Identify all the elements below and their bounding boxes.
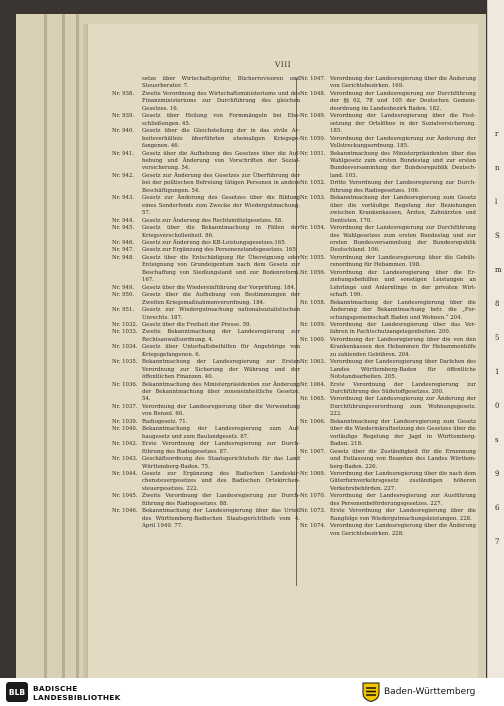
edge-mark: s <box>495 436 499 444</box>
entry-text: Zweite Bekanntmachung der Landesregierung zur Rechtsanwaltsordnung. 4. <box>142 329 300 343</box>
index-entry <box>112 471 300 493</box>
entry-text: Verordnung der Landesregierung über die Erziehungsbeihilfen und sonstigen Leistungen an Lehrlinge und Anlernlinge in der privaten Wirtschaft. 199. <box>330 269 476 299</box>
entry-number: Nr. 1065. <box>300 396 326 403</box>
edge-mark: 0 <box>495 402 500 410</box>
index-entry <box>112 404 300 419</box>
entry-text: setze über Wirtschaftsprüfer, Bücherrevisoren und Steuerberater. 7. <box>142 76 300 90</box>
entry-number: Nr. 947. <box>112 247 135 254</box>
index-entry <box>112 195 300 217</box>
library-name <box>33 684 121 702</box>
entry-number: Nr. 1058. <box>300 299 326 306</box>
entry-text: Verordnung der Landesregierung über die nach dem Güterfernverkehrsgesetz zuständigen höheren Verkehrsbehörden. 227. <box>330 471 476 492</box>
entry-text: Bekanntmachung der Landesregierung zum Gesetz über die vorläufige Regelung der Beziehungen zwischen Krankenkassen, Ärzten, Zahnärzten und Dentisten. 170. <box>330 195 476 224</box>
library-name-line2: LANDESBIBLIOTHEK <box>33 693 121 702</box>
entry-text: Gesetz zur Änderung des Gesetzes zur Überführung der bei der politischen Befreiung tätigen Personen in andere Beschäftigungen. 54. <box>142 172 300 194</box>
entry-text: Gesetz über die Aufhebung des Gesetzes über die Aufhebung und Änderung von Vorschriften der Sozialversicherung. 54. <box>142 150 300 172</box>
entry-text: Verordnung der Landesregierung über die Gebührenordnung für Hebammen. 198. <box>330 254 476 269</box>
index-entry <box>112 128 300 150</box>
index-entry <box>112 307 300 322</box>
entry-text: Gesetz über Heilung von Formmängeln bei Eheschließungen. 45. <box>142 113 300 127</box>
entry-number: Nr. 938. <box>112 90 135 97</box>
entry-number: Nr. 1048. <box>300 90 326 97</box>
index-entry <box>300 382 476 397</box>
bw-crest-icon <box>362 682 380 702</box>
entry-number: Nr. 1034. <box>112 344 138 351</box>
entry-number: Nr. 944. <box>112 217 135 224</box>
edge-mark: 1 <box>495 368 500 376</box>
index-entry <box>112 255 300 285</box>
entry-number: Nr. 1050. <box>300 135 326 142</box>
index-entry <box>112 91 300 113</box>
edge-mark: n <box>495 164 500 172</box>
index-entry <box>300 449 476 471</box>
index-entry <box>112 292 300 307</box>
entry-text: Bekanntmachung der Landesregierung über die Änderung der Bekanntmachung betr. die „Forschungsgemeinschaft Baden und Wohnen.“ 204. <box>330 299 476 321</box>
entry-number: Nr. 941. <box>112 150 135 157</box>
index-entry <box>112 493 300 508</box>
entry-text: Verordnung der Landesregierung zur Durchführung der §§ 62, 78 und 105 der Deutschen Gemeindeordnung im Landesbezirk Baden. 182. <box>330 90 476 112</box>
entry-number: Nr. 951. <box>112 307 135 314</box>
edge-mark: r <box>495 130 499 138</box>
paper-edge <box>76 14 79 678</box>
index-entry <box>112 322 300 329</box>
entry-number: Nr. 1047. <box>300 76 326 82</box>
entry-number: Nr. 1055. <box>300 254 326 261</box>
entry-text: Gesetz zur Ergänzung des Personenstandsgesetzes. 165. <box>142 247 298 254</box>
entry-number: Nr. 1070. <box>300 493 326 500</box>
index-entry <box>112 173 300 195</box>
entry-number: Nr. 1052. <box>300 180 326 187</box>
entry-text: Gesetz zur Wiedergutmachung nationalsozialistischen Unrechts. 187. <box>142 307 300 321</box>
entry-number: Nr. 1060. <box>300 336 326 343</box>
right-column <box>300 76 476 538</box>
footer-bar <box>0 678 504 706</box>
entry-number: Nr. 942. <box>112 172 135 179</box>
index-entry <box>112 344 300 359</box>
index-entry <box>300 136 476 151</box>
paper-edge <box>62 14 65 678</box>
index-entry <box>112 419 300 426</box>
entry-number: Nr. 1054. <box>300 225 326 232</box>
edge-mark: 5 <box>495 334 500 342</box>
entry-text: Verordnung der Landesregierung über die Verwendung von Benzol. 60. <box>142 403 300 418</box>
entry-number: Nr. 948. <box>112 254 135 261</box>
state-name: Baden-Württemberg <box>384 687 476 697</box>
index-entry <box>300 508 476 523</box>
entry-text: Verordnung der Landesregierung über die von den Krankenkassen den Hebammen für Hebammenhilfe zu zahlenden Gebühren. 204. <box>330 336 476 358</box>
entry-text: Verordnung der Landesregierung über Darlehen des Landes Württemberg-Baden für öffentliche Notstandsarbeiten. 205. <box>330 359 476 381</box>
index-entry <box>112 285 300 292</box>
paper-edge <box>44 14 47 678</box>
entry-text: Radiogesetz. 71. <box>142 418 188 425</box>
entry-text: Zweite Verordnung des Wirtschaftsministeriums und des Finanzministeriums zur Durchführung des gleichen Gesetzes. 16. <box>142 90 300 112</box>
index-entry <box>300 300 476 322</box>
index-entry <box>300 396 476 418</box>
entry-number: Nr. 1066. <box>300 418 326 425</box>
edge-mark: 8 <box>495 300 500 308</box>
entry-number: Nr. 1059. <box>300 321 326 328</box>
entry-text: Gesetz über Unterhaltsbeihilfen für Angehörige von Kriegsgefangenen. 6. <box>142 344 300 358</box>
entry-text: Verordnung der Landesregierung zur Durchführung des Wahlgesetzes zum ersten Bundestag und zur ersten Bundesversammlung der Bundesrepublik Deutschland. 106. <box>330 225 476 254</box>
left-column <box>112 76 300 531</box>
entry-number: Nr. 1032. <box>112 321 138 328</box>
entry-text: Bekanntmachung der Landesregierung zum Gesetz über die Wiederinkraftsetzung des Gesetzes über die vorläufige Regelung der Jagd in Württemberg-Baden. 218. <box>330 418 476 448</box>
entry-text: Gesetz über die Freiheit der Presse. 59. <box>142 321 252 328</box>
entry-text: Gesetz über die Aufhebung von Bestimmungen der Zweiten Kriegsmaßnahmenverordnung. 184. <box>142 292 300 306</box>
entry-number: Nr. 943. <box>112 195 135 202</box>
document-page <box>88 24 478 678</box>
entry-text: Gesetz über die Bekanntmachung in Fällen der Kriegsverschollenheit. 86. <box>142 225 300 239</box>
adjacent-page-edge <box>487 0 504 678</box>
entry-number: Nr. 1073. <box>300 508 326 515</box>
entry-number: Nr. 1036. <box>112 381 138 388</box>
entry-number: Nr. 1045. <box>112 493 138 500</box>
edge-mark: 7 <box>495 538 500 546</box>
entry-number: Nr. 1046. <box>112 508 138 515</box>
entry-number: Nr. 1039. <box>112 418 138 425</box>
index-entry <box>112 329 300 344</box>
entry-text: Verordnung der Landesregierung über das Verfahren in Pachtschutzangelegenheiten. 200. <box>330 321 476 336</box>
index-entry <box>112 382 300 404</box>
entry-text: Gesetz zur Änderung des Rechtsmittelgesetzes. 58. <box>142 217 283 224</box>
entry-text: Gesetz zur Ergänzung des Badischen Landeskirchensteuergesetzes und des Badischen Ortskirchensteuergesetzes. 222. <box>142 471 300 492</box>
index-entry <box>300 493 476 508</box>
entry-number: Nr. 1049. <box>300 113 326 120</box>
index-entry <box>300 270 476 300</box>
entry-number: Nr. 949. <box>112 284 135 291</box>
index-entry <box>300 255 476 270</box>
entry-text: Erste Verordnung der Landesregierung zur Durchführung des Radiogesetzes. 87. <box>142 441 300 455</box>
edge-mark: 6 <box>495 504 500 512</box>
entry-number: Nr. 950. <box>112 292 135 299</box>
entry-number: Nr. 1044. <box>112 471 138 478</box>
index-entry <box>112 225 300 240</box>
entry-text: Gesetz über die Entschädigung für Übereignung oder Enteignung von Grundeigentum nach dem Gesetz zur Beschaffung von Siedlungsland und zur Bodenreform. 167. <box>142 254 300 284</box>
index-entry <box>112 76 300 91</box>
entry-text: Gesetz zur Änderung des Gesetzes über die Bildung eines Sonderfonds zum Zwecke der Wiedergutmachung. 57. <box>142 195 300 217</box>
entry-number: Nr. 946. <box>112 239 135 246</box>
entry-number: Nr. 945. <box>112 225 135 232</box>
entry-text: Gesetz über die Zuständigkeit für die Ernennung und Entlassung von Beamten des Landes Württemberg-Baden. 226. <box>330 448 476 470</box>
index-entry <box>300 419 476 449</box>
index-entry <box>300 471 476 493</box>
entry-number: Nr. 1056. <box>300 269 326 276</box>
index-entry <box>300 225 476 255</box>
entry-text: Erste Verordnung der Landesregierung zur Durchführung des Südetoffgesetzes. 200. <box>330 381 476 396</box>
index-entry <box>112 218 300 225</box>
blb-logo: BLB <box>6 682 28 702</box>
edge-mark: S <box>495 232 500 240</box>
entry-text: Bekanntmachung der Landesregierung zur Ersten Verordnung zur Sicherung der Währung und der öffentlichen Finanzen. 40. <box>142 359 300 381</box>
entry-text: Verordnung der Landesregierung über die Änderung von Gerichtsbezirken. 228. <box>330 523 476 537</box>
index-entry <box>300 151 476 181</box>
index-entry <box>112 247 300 254</box>
index-entry <box>112 240 300 247</box>
entry-text: Bekanntmachung des Ministerpräsidenten über das Wahlgesetz zum ersten Bundestag und zur ersten Bundesversammlung der Bundesrepublik Deutschland. 103. <box>330 150 476 179</box>
index-entry <box>112 151 300 173</box>
entry-text: Gesetz zur Änderung des KB-Leistungsgesetzes.165. <box>142 239 287 246</box>
edge-mark: l <box>495 198 498 206</box>
entry-number: Nr. 1033. <box>112 329 138 336</box>
entry-text: Verordnung der Landesregierung zur Ausführung des Personenbeförderungsgesetzes. 227. <box>330 493 476 507</box>
entry-text: Verordnung der Landesregierung über die Festsetzung der Ortslöhne in der Sozialversicherung. 185. <box>330 113 476 135</box>
index-entry <box>300 523 476 538</box>
entry-number: Nr. 1069. <box>300 471 326 478</box>
entry-number: Nr. 1043. <box>112 456 138 463</box>
entry-number: Nr. 1051. <box>300 150 326 157</box>
entry-number: Nr. 1040. <box>112 426 138 433</box>
index-entry <box>112 456 300 471</box>
entry-text: Verordnung der Landesregierung zur Änderung der Durchführungsverordnung zum Wohnungsgesetz. 222. <box>330 396 476 418</box>
entry-number: Nr. 1053. <box>300 195 326 202</box>
entry-text: Geschäftsordnung des Staatsgerichtshofs für das Land Württemberg-Baden. 75. <box>142 456 300 470</box>
entry-text: Dritte Verordnung der Landesregierung zur Durchführung des Radiogesetzes. 106. <box>330 180 476 194</box>
index-entry <box>300 359 476 381</box>
entry-text: Verordnung der Landesregierung zur Änderung der Vollstreckungsordnung. 185. <box>330 135 476 150</box>
edge-mark: 9 <box>495 470 500 478</box>
index-entry <box>300 91 476 113</box>
entry-number: Nr. 1067. <box>300 448 326 455</box>
entry-text: Verordnung der Landesregierung über die Änderung von Gerichtsbezirken. 169. <box>330 76 476 90</box>
index-entry <box>300 337 476 359</box>
entry-text: Bekanntmachung der Landesregierung zum Aufbaugesetz und zum Baulandgesetz. 87. <box>142 426 300 440</box>
index-entry <box>300 113 476 135</box>
entry-number: Nr. 1074. <box>300 523 326 530</box>
index-entry <box>112 441 300 456</box>
library-name-line1: BADISCHE <box>33 684 78 693</box>
entry-number: Nr. 1037. <box>112 403 138 410</box>
index-entry <box>300 180 476 195</box>
entry-text: Bekanntmachung des Ministerpräsidenten zur Änderung der Bekanntmachung über zoneneinheitliche Gesetze. 54. <box>142 381 300 403</box>
index-entry <box>300 322 476 337</box>
entry-text: Erste Verordnung der Landesregierung über die Rangfolge von Wiedergutmachungsleistungen. 228. <box>330 508 476 522</box>
entry-text: Bekanntmachung der Landesregierung über das Urteil des Württemberg-Badischen Staatsgerichthofs vom 4. April 1949. 77. <box>142 508 300 530</box>
index-entry <box>112 426 300 441</box>
index-entry <box>300 195 476 225</box>
entry-text: Gesetz über die Gleichstellung der in das zivile Arbeitsverhältnis überführten ehemaligen Kriegsgefangenen. 46. <box>142 128 300 150</box>
page-number: VIII <box>274 60 292 69</box>
index-entry <box>112 113 300 128</box>
entry-text: Gesetz über die Wiedereinführung der Vorprüfung. 184. <box>142 284 296 291</box>
entry-text: Zweite Verordnung der Landesregierung zur Durchführung des Radiogesetzes. 88. <box>142 493 300 507</box>
index-entry <box>112 508 300 530</box>
entry-number: Nr. 940. <box>112 128 135 135</box>
entry-number: Nr. 939. <box>112 113 135 120</box>
entry-number: Nr. 1064. <box>300 381 326 388</box>
index-entry <box>300 76 476 91</box>
entry-number: Nr. 1063. <box>300 359 326 366</box>
edge-mark: m <box>495 266 502 274</box>
entry-number: Nr. 1035. <box>112 359 138 366</box>
entry-number: Nr. 1042. <box>112 441 138 448</box>
index-entry <box>112 359 300 381</box>
